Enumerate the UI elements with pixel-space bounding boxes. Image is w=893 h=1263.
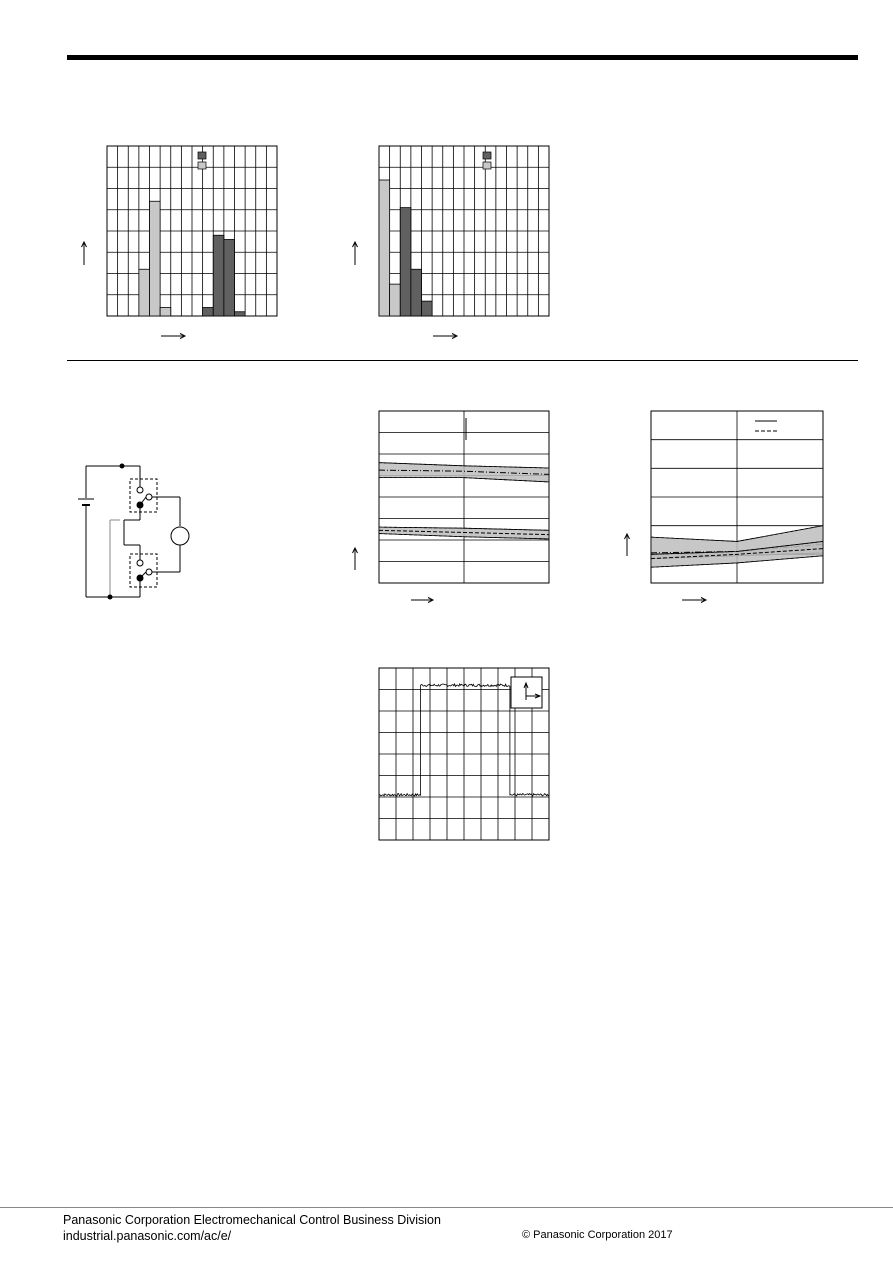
footer-copyright: © Panasonic Corporation 2017 — [522, 1229, 673, 1241]
footer-rule — [0, 1207, 893, 1208]
band-chart-2-legend — [755, 421, 777, 431]
waveform-scale-inset — [511, 677, 542, 708]
band-chart-1-grid — [379, 411, 549, 583]
footer-url[interactable]: industrial.panasonic.com/ac/e/ — [63, 1229, 232, 1243]
footer-company: Panasonic Corporation Electromechanical Control Business Division — [63, 1213, 441, 1227]
